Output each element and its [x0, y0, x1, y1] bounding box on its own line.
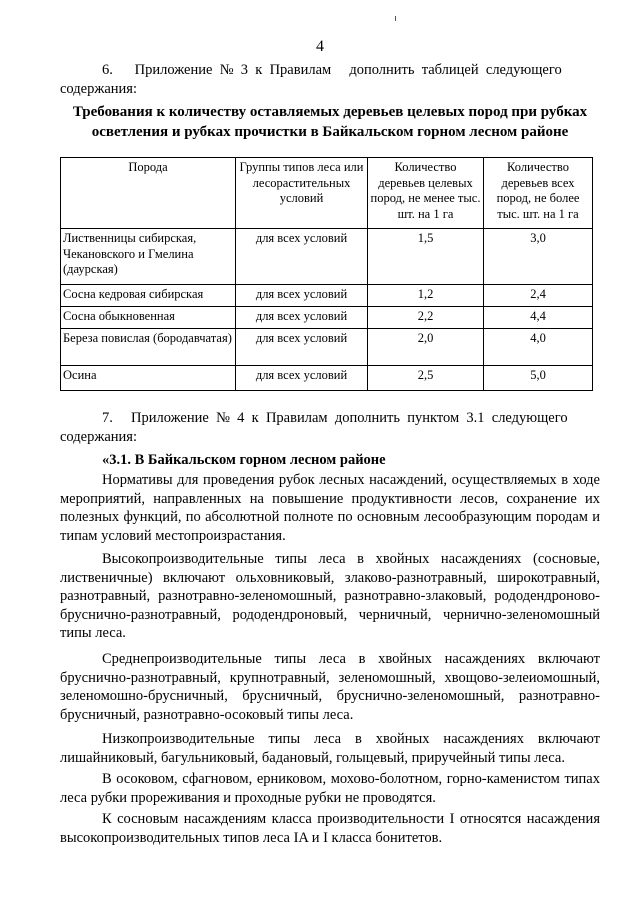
cell-min-target: 2,5 — [368, 366, 484, 391]
retention-requirements-table — [60, 157, 593, 391]
cell-species: Сосна кедровая сибирская — [61, 285, 236, 307]
cell-conditions: для всех условий — [236, 307, 368, 329]
table-row — [61, 329, 593, 366]
cell-max-all: 5,0 — [484, 366, 593, 391]
table-title-line-1: Требования к количеству оставляемых деревьев целевых пород при рубках — [72, 104, 588, 120]
item-6-line: 6. Приложение № 3 к Правилам дополнить таблицей следующего — [102, 62, 562, 78]
cell-max-all: 4,0 — [484, 329, 593, 366]
header-min-target-trees: Количество деревьев целевых пород, не менее тыс. шт. на 1 га — [368, 158, 484, 229]
paragraph-medium-productivity: Среднепроизводительные типы леса в хвойных насаждениях включают бруснично-разнотравный, крупнотравный, зеленомошный, хвощово-зелеиомошный, зеленомошно-брусничный, брусничный, бруснично-зеленомошный, разнотравно-брусничный, разнотравно-осоковый типы леса. — [60, 651, 600, 723]
cell-conditions: для всех условий — [236, 366, 368, 391]
header-forest-type-groups: Группы типов леса или лесорастительных условий — [236, 158, 368, 229]
table-row — [61, 307, 593, 329]
table-row — [61, 366, 593, 391]
item-6-line-2: содержания: — [60, 80, 138, 97]
cell-species: Береза повислая (бородавчатая) — [61, 329, 236, 366]
cell-min-target: 1,5 — [368, 229, 484, 285]
header-max-all-trees: Количество деревьев всех пород, не более тыс. шт. на 1 га — [484, 158, 593, 229]
paragraph-low-productivity: Низкопроизводительные типы леса в хвойных насаждениях включают лишайниковый, багульниковый, бадановый, голыцевый, приручейный типы леса. — [60, 731, 600, 766]
table-header-row — [61, 158, 593, 229]
cell-conditions: для всех условий — [236, 229, 368, 285]
paragraph-pine-class: К сосновым насаждениям класса производительности I относятся насаждения высокопроизводительных типов леса IA и I класса бонитетов. — [60, 811, 600, 846]
page-number: 4 — [316, 38, 324, 55]
header-species: Порода — [61, 158, 236, 229]
item-6-paragraph — [60, 61, 600, 98]
cell-conditions: для всех условий — [236, 285, 368, 307]
paragraph-high-productivity: Высокопроизводительные типы леса в хвойных насаждениях (сосновые, лиственичные) включают ольховниковый, злаково-разнотравный, широкотравный, разнотравный, разнотравно-зеленомошный, разнотравно-злаковый, рододендроново-бруснично-разнотравный, рододендроновый, черничный, чернично-зеленомошный типы леса. — [60, 551, 600, 641]
item-7-paragraph — [60, 409, 600, 446]
cell-max-all: 4,4 — [484, 307, 593, 329]
cell-min-target: 1,2 — [368, 285, 484, 307]
cell-species: Сосна обыкновенная — [61, 307, 236, 329]
paragraph-no-thinning: В осоковом, сфагновом, ерниковом, мохово-болотном, горно-каменистом типах леса рубки прореживания и проходные рубки не проводятся. — [60, 771, 600, 806]
section-heading: «3.1. В Байкальском горном лесном районе — [102, 452, 386, 468]
table-title — [60, 102, 600, 142]
cell-max-all: 2,4 — [484, 285, 593, 307]
table-row — [61, 229, 593, 285]
cell-species: Лиственницы сибирская, Чекановского и Гмелина (даурская) — [61, 229, 236, 285]
cell-max-all: 3,0 — [484, 229, 593, 285]
paragraph-norms: Нормативы для проведения рубок лесных насаждений, осуществляемых в ходе мероприятий, направленных на повышение продуктивности лесов, сохранение их полезных функций, по абсолютной полноте по основным лесообразующим породам и типам условий местопроизрастания. — [60, 472, 600, 544]
item-7-line: 7. Приложение № 4 к Правилам дополнить пунктом 3.1 следующего — [102, 410, 568, 426]
scan-mark — [395, 16, 396, 21]
table-title-line-2: осветления и рубках прочистки в Байкальском горном лесном районе — [91, 124, 569, 140]
cell-conditions: для всех условий — [236, 329, 368, 366]
cell-min-target: 2,2 — [368, 307, 484, 329]
cell-min-target: 2,0 — [368, 329, 484, 366]
cell-species: Осина — [61, 366, 236, 391]
item-7-line-2: содержания: — [60, 428, 138, 445]
table-row — [61, 285, 593, 307]
